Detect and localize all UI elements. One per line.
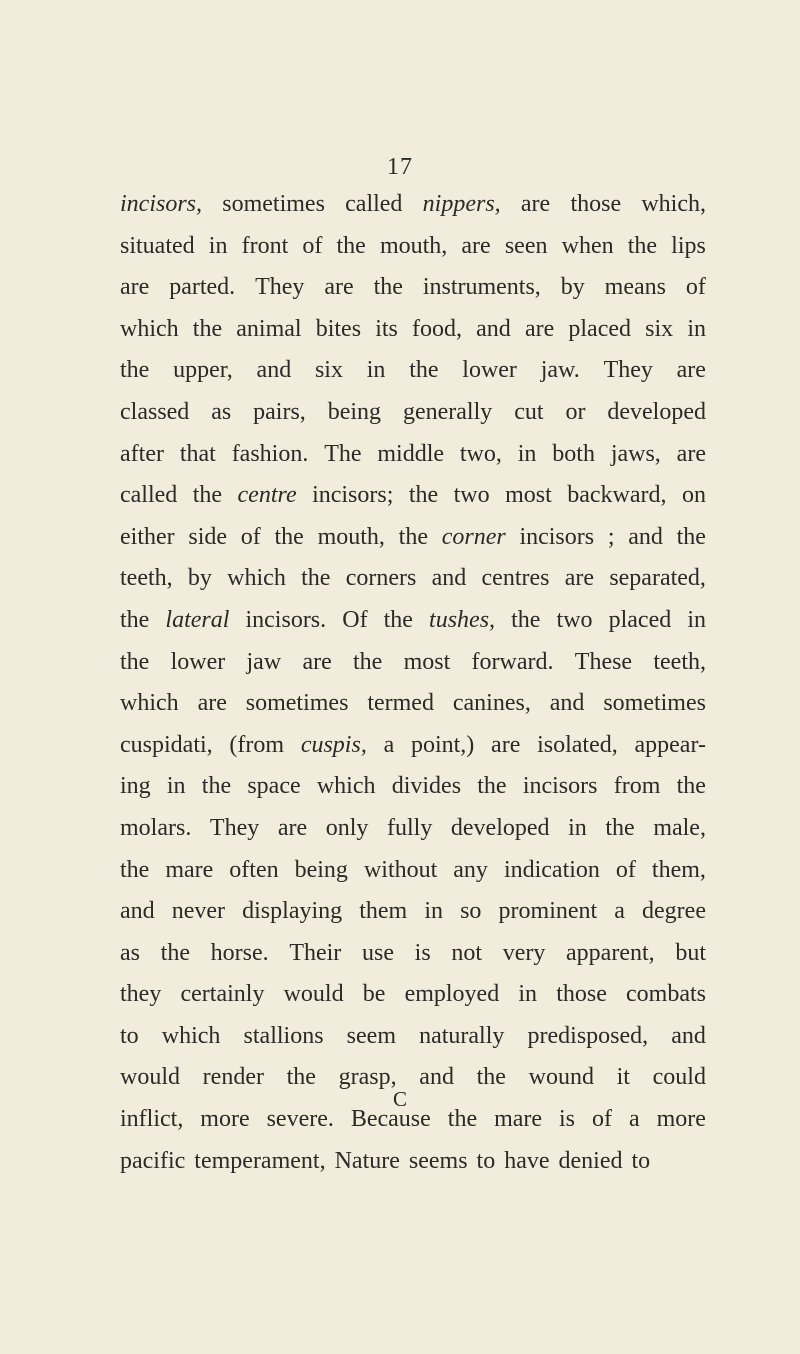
word: a — [628, 1106, 640, 1133]
word: the — [373, 274, 403, 301]
signature-mark: C — [392, 1087, 407, 1111]
word: the — [120, 357, 150, 384]
word: means — [604, 274, 666, 301]
word: point,) — [410, 731, 475, 758]
word: inflict, — [120, 1106, 184, 1133]
word: centres — [481, 565, 550, 592]
word: fully — [386, 814, 433, 841]
text-line — [120, 558, 706, 600]
word: seems — [408, 1147, 468, 1174]
word: tushes, — [429, 606, 496, 633]
word: ; — [607, 523, 615, 550]
word: often — [229, 856, 279, 883]
word: in — [366, 357, 386, 384]
word: lower — [170, 648, 226, 675]
word: temperament, — [194, 1147, 326, 1174]
word: sometimes — [222, 191, 325, 217]
word: jaws, — [610, 440, 661, 467]
word: from — [613, 773, 661, 800]
word: which — [120, 315, 179, 342]
word: appear- — [634, 731, 706, 758]
word: mouth, — [317, 523, 385, 550]
word: ing — [120, 773, 151, 800]
word: the — [301, 565, 331, 592]
text-line — [120, 891, 706, 933]
word: and — [120, 898, 155, 925]
word: forward. — [471, 648, 554, 675]
word: centre — [237, 482, 297, 509]
word: two, — [459, 440, 502, 467]
word: bites — [315, 315, 362, 342]
word: are — [197, 690, 227, 717]
text-line — [120, 226, 706, 268]
word: employed — [404, 981, 500, 1008]
word: six — [645, 315, 674, 342]
word: a — [614, 898, 625, 925]
word: canines, — [452, 690, 531, 717]
word: both — [552, 440, 595, 467]
word: called — [345, 191, 403, 217]
word: certainly — [180, 981, 265, 1008]
word: sometimes — [245, 690, 349, 717]
text-line — [120, 974, 706, 1016]
word: are — [120, 274, 150, 301]
word: molars. — [120, 814, 192, 841]
word: the — [383, 606, 413, 633]
word: the — [477, 773, 507, 800]
word: incisors — [519, 523, 595, 550]
word: are — [461, 232, 491, 259]
word: horse. — [210, 939, 269, 966]
word: is — [414, 939, 431, 966]
word: be — [362, 981, 386, 1008]
text-line — [120, 1141, 706, 1183]
text-line — [120, 725, 706, 767]
word: displaying — [242, 898, 343, 925]
word: the — [192, 482, 223, 509]
text-line — [120, 350, 706, 392]
word: corner — [441, 523, 506, 550]
word: but — [675, 939, 706, 966]
word: classed — [120, 398, 190, 425]
word: are — [302, 648, 332, 675]
word: grasp, — [338, 1064, 397, 1091]
word: and — [431, 565, 467, 592]
word: are — [520, 191, 551, 217]
word: which — [316, 773, 376, 800]
word: which — [120, 690, 179, 717]
word: space — [247, 773, 301, 800]
word: (from — [229, 731, 285, 758]
word: the — [511, 606, 541, 633]
word: most — [403, 648, 451, 675]
word: divides — [391, 773, 462, 800]
word: the — [398, 523, 428, 550]
word: which, — [641, 191, 706, 217]
word: of — [302, 232, 323, 259]
word: Because — [350, 1106, 431, 1133]
word: are — [564, 565, 595, 592]
word: pacific — [120, 1147, 186, 1174]
word: in — [517, 440, 537, 467]
word: in — [518, 981, 538, 1008]
word: sometimes — [603, 690, 706, 717]
word: the — [605, 814, 635, 841]
word: teeth, — [653, 648, 706, 675]
word: generally — [402, 398, 493, 425]
word: middle — [377, 440, 445, 467]
word: would — [283, 981, 344, 1008]
word: the — [160, 939, 190, 966]
word: called — [120, 482, 178, 509]
word: predisposed, — [527, 1022, 649, 1049]
text-line — [120, 600, 706, 642]
word: placed — [568, 315, 632, 342]
word: severe. — [266, 1106, 334, 1133]
word: backward, — [567, 482, 667, 509]
word: nippers, — [422, 191, 501, 217]
word: in — [424, 898, 443, 925]
word: in — [687, 606, 706, 633]
word: termed — [367, 690, 434, 717]
word: incisors, — [120, 191, 203, 217]
word: mare — [494, 1106, 543, 1133]
word: instruments, — [422, 274, 541, 301]
word: Their — [289, 939, 342, 966]
word: separated, — [609, 565, 706, 592]
word: the — [627, 232, 658, 259]
word: are — [491, 731, 521, 758]
word: situated — [120, 232, 195, 259]
word: placed — [608, 606, 672, 633]
word: and — [476, 315, 511, 342]
word: Of — [342, 606, 368, 633]
word: incisors. — [245, 606, 327, 633]
word: without — [363, 856, 438, 883]
word: on — [681, 482, 706, 509]
word: the — [409, 357, 439, 384]
word: corners — [345, 565, 417, 592]
word: pairs, — [253, 398, 306, 425]
word: teeth, — [120, 565, 173, 592]
word: six — [314, 357, 343, 384]
word: The — [324, 440, 362, 467]
text-line — [120, 933, 706, 975]
word: they — [120, 981, 162, 1008]
text-line — [120, 850, 706, 892]
word: to — [120, 1022, 139, 1049]
word: wound — [528, 1064, 594, 1091]
page-number: 17 — [387, 154, 413, 180]
word: fashion. — [231, 440, 309, 467]
word: which — [227, 565, 286, 592]
text-line — [120, 517, 706, 559]
word: the — [120, 606, 150, 633]
word: being — [294, 856, 348, 883]
word: apparent, — [566, 939, 655, 966]
word: when — [561, 232, 614, 259]
word: as — [120, 939, 140, 966]
word: the — [676, 773, 706, 800]
word: developed — [450, 814, 550, 841]
word: more — [656, 1106, 706, 1133]
word: jaw. — [540, 357, 580, 384]
word: very — [502, 939, 546, 966]
word: two — [453, 482, 490, 509]
word: the — [120, 648, 150, 675]
word: in — [208, 232, 228, 259]
text-line — [120, 808, 706, 850]
word: those — [556, 981, 607, 1008]
word: not — [451, 939, 483, 966]
word: render — [202, 1064, 264, 1091]
word: stallions — [243, 1022, 324, 1049]
word: animal — [236, 315, 302, 342]
word: the — [676, 523, 706, 550]
word: the — [408, 482, 439, 509]
word: the — [476, 1064, 506, 1091]
word: degree — [642, 898, 706, 925]
text-line — [120, 766, 706, 808]
word: in — [568, 814, 587, 841]
word: most — [505, 482, 552, 509]
word: lips — [671, 232, 706, 259]
word: incisors; — [312, 482, 394, 509]
word: the — [201, 773, 232, 800]
word: which — [161, 1022, 221, 1049]
word: cuspis, — [300, 731, 367, 758]
word: by — [560, 274, 585, 301]
word: so — [460, 898, 482, 925]
word: only — [325, 814, 369, 841]
word: front — [241, 232, 289, 259]
word: food, — [412, 315, 463, 342]
word: and — [671, 1022, 706, 1049]
word: the — [120, 856, 150, 883]
word: jaw — [246, 648, 282, 675]
word: isolated, — [537, 731, 618, 758]
word: by — [187, 565, 212, 592]
word: and — [628, 523, 663, 550]
word: that — [179, 440, 216, 467]
word: could — [652, 1064, 706, 1091]
text-line — [120, 1016, 706, 1058]
word: naturally — [419, 1022, 505, 1049]
word: cut — [514, 398, 544, 425]
word: either — [120, 523, 175, 550]
word: a — [383, 731, 395, 758]
word: its — [375, 315, 398, 342]
word: to — [476, 1147, 496, 1174]
word: are — [277, 814, 308, 841]
word: seen — [504, 232, 548, 259]
word: any — [453, 856, 488, 883]
word: combats — [626, 981, 706, 1008]
body-paragraph — [120, 184, 706, 1182]
word: prominent — [498, 898, 598, 925]
word: would — [120, 1064, 180, 1091]
word: and — [549, 690, 585, 717]
word: are — [676, 357, 706, 384]
word: them, — [651, 856, 706, 883]
word: use — [361, 939, 394, 966]
word: the — [336, 232, 366, 259]
word: mare — [165, 856, 214, 883]
word: lateral — [165, 606, 230, 633]
word: are — [524, 315, 555, 342]
word: mouth, — [379, 232, 448, 259]
word: after — [120, 440, 164, 467]
word: are — [676, 440, 706, 467]
text-line — [120, 434, 706, 476]
word: two — [556, 606, 593, 633]
word: indication — [503, 856, 600, 883]
word: those — [570, 191, 622, 217]
word: the — [447, 1106, 478, 1133]
word: the — [192, 315, 223, 342]
word: They — [255, 274, 305, 301]
word: upper, — [173, 357, 233, 384]
text-line — [120, 392, 706, 434]
word: lower — [462, 357, 517, 384]
word: of — [685, 274, 706, 301]
word: of — [615, 856, 636, 883]
text-line — [120, 683, 706, 725]
word: seem — [346, 1022, 396, 1049]
word: more — [200, 1106, 250, 1133]
word: side — [188, 523, 228, 550]
word: They — [209, 814, 260, 841]
word: as — [211, 398, 232, 425]
word: denied — [558, 1147, 623, 1174]
word: parted. — [169, 274, 236, 301]
word: and — [256, 357, 292, 384]
word: the — [274, 523, 304, 550]
word: have — [504, 1147, 550, 1174]
text-line — [120, 475, 706, 517]
word: male, — [653, 814, 706, 841]
word: or — [565, 398, 586, 425]
word: developed — [607, 398, 706, 425]
word: of — [240, 523, 261, 550]
word: They — [603, 357, 653, 384]
word: in — [687, 315, 706, 342]
word: it — [616, 1064, 630, 1091]
word: cuspidati, — [120, 731, 213, 758]
word: incisors — [522, 773, 598, 800]
word: them — [359, 898, 408, 925]
text-line — [120, 267, 706, 309]
word: to — [631, 1147, 651, 1174]
word: and — [419, 1064, 454, 1091]
word: being — [327, 398, 382, 425]
text-line — [120, 184, 706, 226]
word: are — [324, 274, 354, 301]
word: These — [574, 648, 633, 675]
text-line — [120, 309, 706, 351]
word: is — [559, 1106, 576, 1133]
word: never — [171, 898, 226, 925]
word: Nature — [334, 1147, 400, 1174]
word: the — [353, 648, 383, 675]
word: the — [286, 1064, 316, 1091]
word: of — [592, 1106, 612, 1133]
text-line — [120, 642, 706, 684]
word: in — [166, 773, 186, 800]
